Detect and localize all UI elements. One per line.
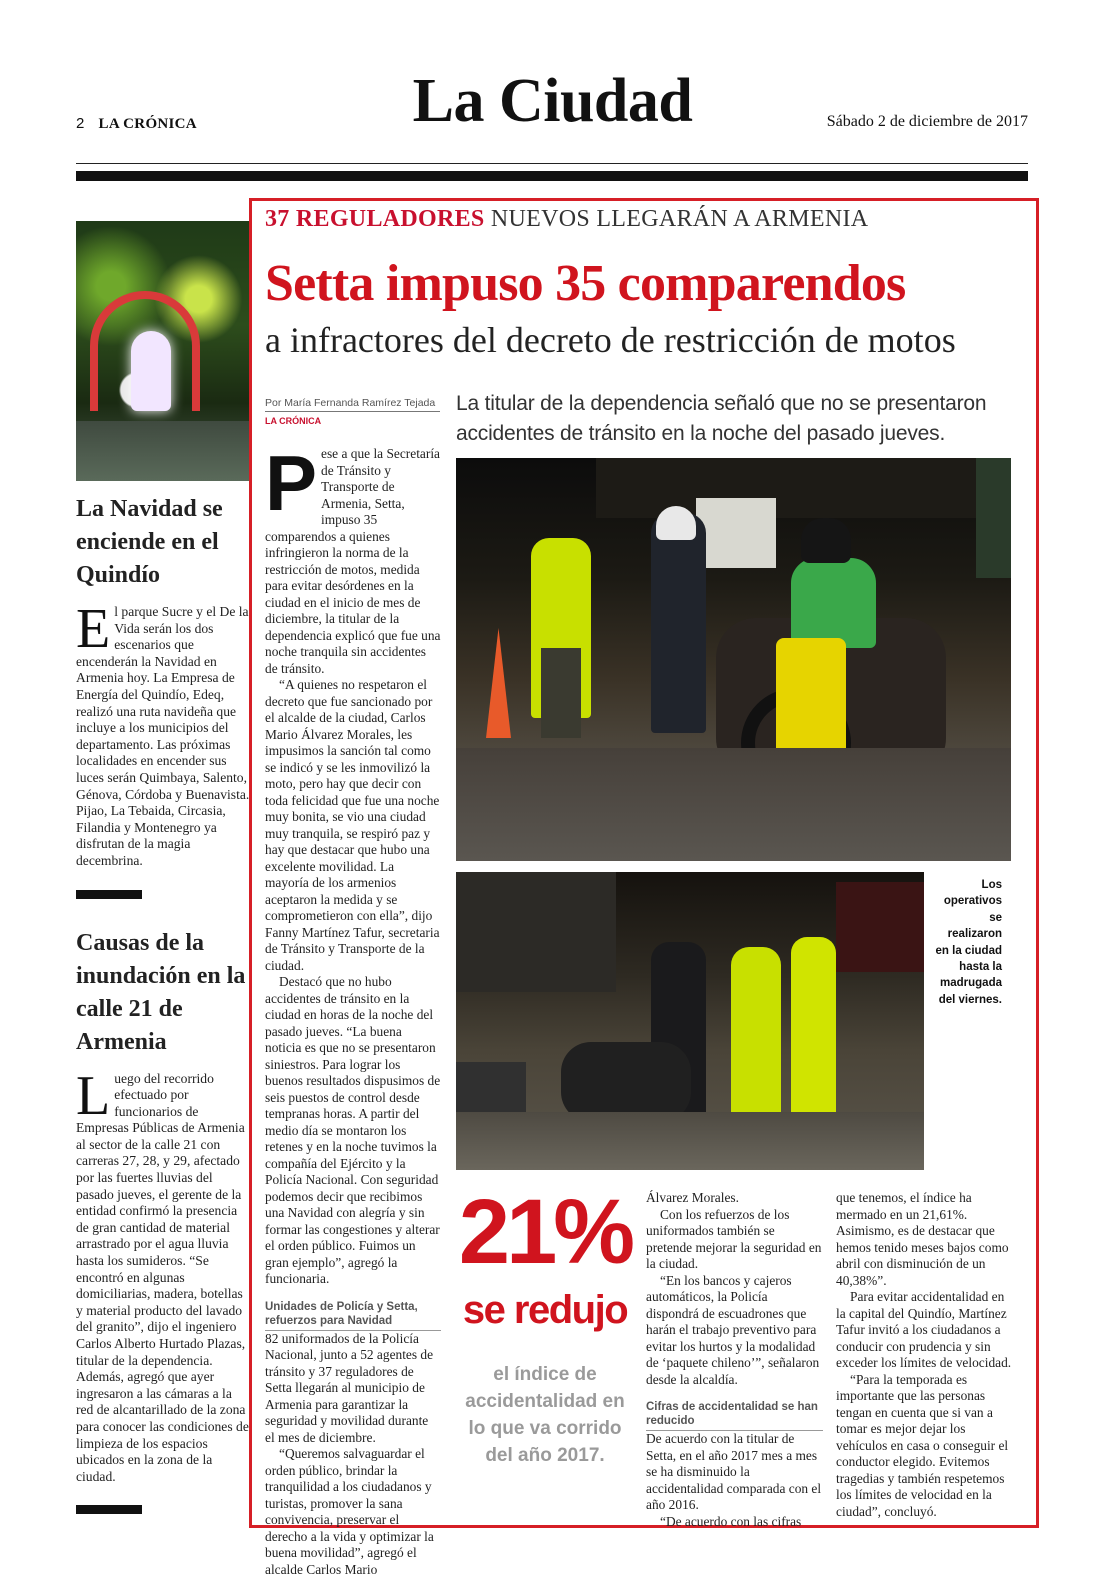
paragraph: Con los refuerzos de los uniformados también se pretende mejorar la seguridad en la ciudad.: [646, 1206, 822, 1271]
dropcap: L: [76, 1064, 111, 1127]
background-building: [456, 872, 616, 992]
officer-vest: [731, 947, 781, 1117]
byline-block: [265, 397, 440, 426]
stat-value: 21%: [458, 1181, 632, 1283]
header-rule-thick: [76, 171, 1028, 181]
body-column-3: [646, 1190, 823, 1530]
kicker-text: NUEVOS LLEGARÁN A ARMENIA: [490, 206, 869, 232]
brief-body-navidad: [76, 598, 251, 870]
paragraph: Álvarez Morales.: [646, 1190, 739, 1205]
paragraph: Para evitar accidentalidad en la capital del Quindío, Martínez Tafur invitó a los ciudadanos a conducir con prudencia y sin exceder los límites de velocidad.: [836, 1289, 1012, 1370]
publication-name: LA CRÓNICA: [98, 116, 197, 132]
christmas-lights-photo: [76, 221, 251, 481]
body-column-1: [265, 439, 441, 1578]
police-officer: [651, 513, 706, 733]
stat-description: el índice de accidentalidad en lo que va corrido del año 2017.: [465, 1364, 625, 1466]
body-subhead: Unidades de Policía y Setta, refuerzos para Navidad: [265, 1300, 441, 1331]
paragraph: “Para la temporada es importante que las personas tengan en cuenta que si van a tomar es mejor dejar los vehículos en casa o conseguir el conductor elegido. Evitemos tragedias y también respetemos los límites de velocidad en la ciudad”, concluyó.: [836, 1371, 1009, 1519]
paragraph-text: ese a que la Secretaría de Tránsito y Transporte de Armenia, Setta, impuso 35 comparendos a quienes infringieron la norma de la restricción de motos, medida para evitar desórdenes en la ciudad en el inicio de mes de diciembre, la titular de la dependencia explicó que fue una noche tranquila sin accidentes de tránsito.: [265, 446, 441, 676]
paragraph: De acuerdo con la titular de Setta, en el año 2017 mes a mes se ha disminuido la accidentalidad comparada con el año 2016.: [646, 1431, 822, 1512]
body-column-4: [836, 1190, 1012, 1520]
left-column: [76, 221, 251, 1542]
header-rule-thin: [76, 163, 1028, 164]
paragraph: [265, 439, 441, 677]
rider-helmet: [801, 518, 851, 563]
page-number: 2: [76, 115, 85, 132]
red-lights-area: [836, 882, 924, 972]
officer-vest: [791, 937, 836, 1117]
paragraph: “Queremos salvaguardar el orden público, brindar la tranquilidad a los ciudadanos y turistas, promover la sana convivencia, preservar el derecho a la vida y optimizar la buena movilidad”, agregó el alcalde Carlos Mario: [265, 1446, 434, 1577]
motorcycle: [561, 1042, 691, 1122]
canopy-roof: [596, 458, 1011, 518]
lit-building: [696, 498, 776, 568]
kicker-highlight: 37 REGULADORES: [265, 206, 485, 232]
dropcap: P: [265, 439, 318, 527]
paragraph: “En los bancos y cajeros automáticos, la Policía dispondrá de escuadrones que harán el trabajo preventivo para evitar los hurtos y la modalidad de ‘paquete chileno’”, señalaron desde la alcaldía.: [646, 1272, 820, 1387]
brief-separator: [76, 1505, 142, 1514]
paragraph: 82 uniformados de la Policía Nacional, junto a 52 agentes de tránsito y 37 reguladores de Setta llegarán al municipio de Armenia para garantizar la seguridad y movilidad durante el mes de diciembre.: [265, 1330, 434, 1445]
paragraph: que tenemos, el índice ha mermado en un 21,61%. Asimismo, es de destacar que hemos tenido meses bajos como abril con disminución de un 40,38%”.: [836, 1190, 1009, 1288]
section-title: La Ciudad: [412, 67, 693, 135]
stat-label: se redujo: [462, 1288, 628, 1332]
brief-separator: [76, 890, 142, 899]
story-deck: La titular de la dependencia señaló que no se presentaron accidentes de tránsito en la noche del pasado jueves.: [456, 392, 987, 445]
body-subhead: Cifras de accidentalidad se han reducido: [646, 1400, 823, 1431]
traffic-cone: [486, 628, 511, 738]
byline-publication: LA CRÓNICA: [265, 416, 322, 426]
brief-headline-navidad: La Navidad se enciende en el Quindío: [76, 496, 223, 588]
checkpoint-photo: [456, 458, 1011, 861]
brief-headline-inundacion: Causas de la inundación en la calle 21 de Armenia: [76, 929, 246, 1055]
brief-text: l parque Sucre y el De la Vida serán los dos escenarios que encenderán la Navidad en Armenia hoy. La Empresa de Energía del Quindío, Edeq, realizó una ruta navideña que incluye a los municipios del departamento. Las próximas localidades en encender sus luces serán Quimbaya, Salento, Génova, Córdoba y Buenavista. Pijao, La Tebaida, Circasia, Filandia y Montenegro ya disfrutan de la magia decembrina.: [76, 604, 250, 868]
issue-date: Sábado 2 de diciembre de 2017: [826, 113, 1028, 130]
paragraph: “A quienes no respetaron el decreto que fue sancionado por el alcalde de la ciudad, Carlos Mario Álvarez Morales, les impusimos la sanción tal como se indicó y se les inmovilizó la moto, pero hay que decir con toda felicidad que fue una noche muy bonita, se vio una ciudad muy tranquila, se respiró paz y hay que destacar que hubo una excelente movilidad. La mayoría de los armenios aceptaron la medida y se comprometieron con ella”, dijo Fanny Martínez Tafur, secretaria de Tránsito y Transporte de la ciudad.: [265, 677, 440, 973]
road-surface: [456, 748, 1011, 861]
paragraph: “De acuerdo con las cifras: [660, 1513, 802, 1529]
photo-ground: [76, 421, 251, 481]
checkpoint-photo-2: [456, 872, 924, 1170]
dropcap: E: [76, 598, 111, 660]
story-kicker: [265, 206, 868, 233]
lit-figure-shape: [131, 331, 171, 411]
green-column: [976, 458, 1011, 578]
brief-body-inundacion: [76, 1064, 251, 1486]
story-headline: Setta impuso 35 comparendos: [265, 255, 906, 312]
byline: Por María Fernanda Ramírez Tejada: [265, 397, 440, 412]
officer-legs: [541, 648, 581, 738]
story-subheadline: a infractores del decreto de restricción de motos: [265, 320, 956, 360]
brief-text: uego del recorrido efectuado por funcionarios de Empresas Públicas de Armenia al sector de la calle 21 con carreras 27, 28, y 29, afectado por las fuertes lluvias del pasado jueves, el gerente de la entidad confirmó la presencia de gran cantidad de material arrastrado por el agua lluvia hasta los sumideros. “Se encontró en algunas domiciliarias, madera, botellas y material producto del lavado del granito”, dijo el ingeniero Carlos Alberto Hurtado Plazas, titular de la dependencia. Además, agregó que ayer ingresaron a las cámaras a la red de alcantarillado de la zona para conocer las condiciones de limpieza de los espacios ubicados en la zona de la ciudad.: [76, 1070, 249, 1484]
photo-caption: Los operativos se realizaron en la ciudad hasta la madrugada del viernes.: [935, 879, 1002, 1006]
paragraph: Destacó que no hubo accidentes de tránsito en la ciudad en horas de la noche del pasado jueves. “La buena noticia es que no se presentaron siniestros. Para lograr los buenos resultados dispusimos de seis puestos de control desde tempranas horas. A partir del medio día se montaron los retenes y en la noche tuvimos la compañía del Ejército y la Policía Nacional. Con seguridad podemos decir que recibimos una Navidad con alegría y sin formar las congestiones y alterar el orden público. Fuimos un gran ejemplo”, agregó la funcionaria.: [265, 974, 441, 1286]
road-surface: [456, 1112, 924, 1170]
rider-jacket: [791, 558, 876, 648]
helmet: [656, 506, 696, 540]
